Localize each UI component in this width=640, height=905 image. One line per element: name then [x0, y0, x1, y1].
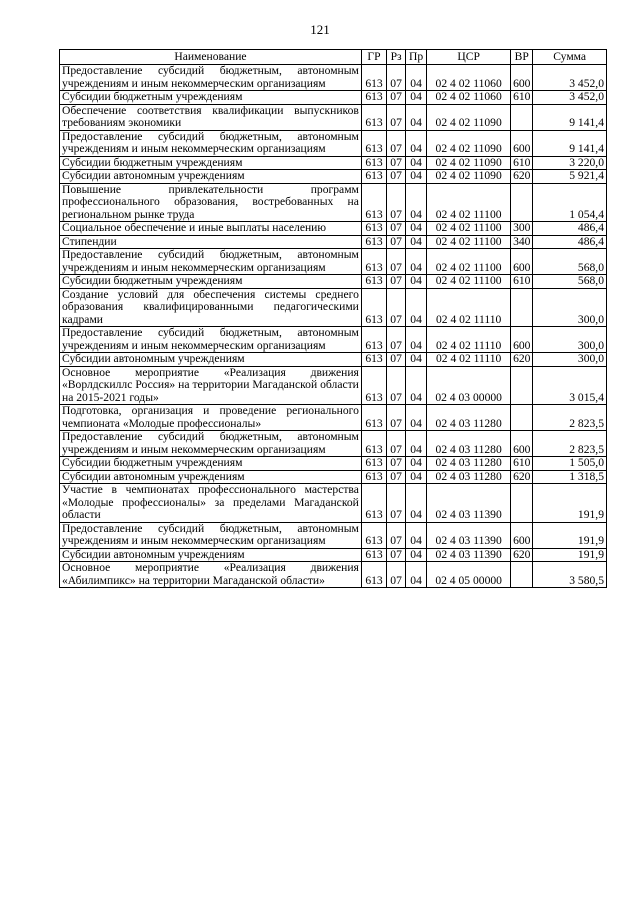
cell-sum: 486,4	[533, 235, 607, 249]
cell-rz: 07	[387, 275, 406, 289]
cell-csr: 02 4 03 11390	[427, 522, 511, 548]
cell-pr: 04	[406, 130, 427, 156]
cell-gr: 613	[361, 366, 386, 405]
cell-pr: 04	[406, 366, 427, 405]
cell-pr: 04	[406, 170, 427, 184]
cell-pr: 04	[406, 548, 427, 562]
table-row	[60, 222, 607, 236]
cell-csr: 02 4 03 11280	[427, 405, 511, 431]
cell-vr	[511, 104, 533, 130]
cell-vr: 610	[511, 91, 533, 105]
cell-name: Создание условий для обеспечения системы среднего образования квалифицированными педагогическими кадрами	[60, 288, 362, 327]
cell-pr: 04	[406, 431, 427, 457]
table-row	[60, 275, 607, 289]
cell-vr: 340	[511, 235, 533, 249]
cell-csr: 02 4 03 11390	[427, 484, 511, 523]
cell-pr: 04	[406, 104, 427, 130]
cell-gr: 613	[361, 275, 386, 289]
cell-gr: 613	[361, 470, 386, 484]
cell-vr: 620	[511, 170, 533, 184]
cell-sum: 1 505,0	[533, 457, 607, 471]
table-row	[60, 548, 607, 562]
cell-pr: 04	[406, 91, 427, 105]
cell-pr: 04	[406, 235, 427, 249]
cell-pr: 04	[406, 327, 427, 353]
header-sum: Сумма	[533, 50, 607, 65]
table-row	[60, 457, 607, 471]
cell-name: Предоставление субсидий бюджетным, автономным учреждениям и иным некоммерческим организациям	[60, 65, 362, 91]
cell-name: Участие в чемпионатах профессионального мастерства «Молодые профессионалы» за пределами Магаданской области	[60, 484, 362, 523]
table-row	[60, 249, 607, 275]
header-vr: ВР	[511, 50, 533, 65]
cell-sum: 486,4	[533, 222, 607, 236]
table-row	[60, 484, 607, 523]
cell-gr: 613	[361, 249, 386, 275]
cell-sum: 191,9	[533, 484, 607, 523]
cell-name: Предоставление субсидий бюджетным, автономным учреждениям и иным некоммерческим организациям	[60, 431, 362, 457]
cell-csr: 02 4 02 11100	[427, 249, 511, 275]
cell-sum: 191,9	[533, 548, 607, 562]
cell-pr: 04	[406, 275, 427, 289]
table-row	[60, 156, 607, 170]
cell-rz: 07	[387, 104, 406, 130]
cell-rz: 07	[387, 327, 406, 353]
table-row	[60, 431, 607, 457]
table-row	[60, 183, 607, 222]
cell-vr: 600	[511, 327, 533, 353]
cell-gr: 613	[361, 65, 386, 91]
cell-gr: 613	[361, 327, 386, 353]
cell-pr: 04	[406, 562, 427, 588]
cell-gr: 613	[361, 130, 386, 156]
cell-rz: 07	[387, 431, 406, 457]
cell-pr: 04	[406, 156, 427, 170]
cell-sum: 3 015,4	[533, 366, 607, 405]
cell-name: Основное мероприятие «Реализация движения «Ворлдскиллс Россия» на территории Магаданской области на 2015-2021 годы»	[60, 366, 362, 405]
cell-csr: 02 4 02 11100	[427, 222, 511, 236]
cell-gr: 613	[361, 183, 386, 222]
cell-gr: 613	[361, 288, 386, 327]
cell-gr: 613	[361, 457, 386, 471]
cell-name: Субсидии автономным учреждениям	[60, 470, 362, 484]
cell-rz: 07	[387, 222, 406, 236]
cell-name: Субсидии бюджетным учреждениям	[60, 156, 362, 170]
cell-pr: 04	[406, 288, 427, 327]
cell-sum: 9 141,4	[533, 104, 607, 130]
cell-csr: 02 4 05 00000	[427, 562, 511, 588]
cell-csr: 02 4 02 11090	[427, 104, 511, 130]
cell-pr: 04	[406, 457, 427, 471]
cell-pr: 04	[406, 249, 427, 275]
cell-name: Предоставление субсидий бюджетным, автономным учреждениям и иным некоммерческим организациям	[60, 327, 362, 353]
cell-rz: 07	[387, 366, 406, 405]
cell-sum: 191,9	[533, 522, 607, 548]
table-row	[60, 470, 607, 484]
cell-pr: 04	[406, 484, 427, 523]
table-row	[60, 65, 607, 91]
cell-gr: 613	[361, 222, 386, 236]
cell-pr: 04	[406, 222, 427, 236]
cell-name: Предоставление субсидий бюджетным, автономным учреждениям и иным некоммерческим организациям	[60, 249, 362, 275]
cell-rz: 07	[387, 170, 406, 184]
cell-name: Субсидии автономным учреждениям	[60, 170, 362, 184]
cell-vr	[511, 484, 533, 523]
table-row	[60, 327, 607, 353]
header-pr: Пр	[406, 50, 427, 65]
cell-pr: 04	[406, 522, 427, 548]
cell-rz: 07	[387, 65, 406, 91]
cell-csr: 02 4 03 11280	[427, 457, 511, 471]
cell-vr: 600	[511, 522, 533, 548]
cell-sum: 568,0	[533, 249, 607, 275]
cell-rz: 07	[387, 156, 406, 170]
header-rz: Рз	[387, 50, 406, 65]
cell-csr: 02 4 03 11280	[427, 431, 511, 457]
cell-name: Повышение привлекательности программ профессионального образования, востребованных на региональном рынке труда	[60, 183, 362, 222]
cell-csr: 02 4 02 11090	[427, 130, 511, 156]
cell-csr: 02 4 02 11110	[427, 288, 511, 327]
cell-name: Субсидии автономным учреждениям	[60, 548, 362, 562]
table-row	[60, 235, 607, 249]
cell-sum: 3 580,5	[533, 562, 607, 588]
cell-sum: 2 823,5	[533, 431, 607, 457]
table-row	[60, 104, 607, 130]
cell-sum: 1 054,4	[533, 183, 607, 222]
cell-csr: 02 4 02 11090	[427, 170, 511, 184]
cell-csr: 02 4 03 11280	[427, 470, 511, 484]
cell-vr	[511, 183, 533, 222]
cell-name: Стипендии	[60, 235, 362, 249]
table-row	[60, 405, 607, 431]
cell-vr: 300	[511, 222, 533, 236]
cell-rz: 07	[387, 470, 406, 484]
cell-name: Основное мероприятие «Реализация движения «Абилимпикс» на территории Магаданской области»	[60, 562, 362, 588]
cell-rz: 07	[387, 562, 406, 588]
cell-rz: 07	[387, 235, 406, 249]
table-row	[60, 288, 607, 327]
cell-rz: 07	[387, 353, 406, 367]
cell-gr: 613	[361, 104, 386, 130]
cell-name: Предоставление субсидий бюджетным, автономным учреждениям и иным некоммерческим организациям	[60, 130, 362, 156]
cell-gr: 613	[361, 431, 386, 457]
table-row	[60, 91, 607, 105]
cell-rz: 07	[387, 457, 406, 471]
table-row	[60, 353, 607, 367]
cell-csr: 02 4 02 11090	[427, 156, 511, 170]
cell-pr: 04	[406, 353, 427, 367]
cell-csr: 02 4 03 00000	[427, 366, 511, 405]
cell-csr: 02 4 03 11390	[427, 548, 511, 562]
cell-gr: 613	[361, 170, 386, 184]
cell-csr: 02 4 02 11060	[427, 91, 511, 105]
cell-vr: 610	[511, 156, 533, 170]
cell-gr: 613	[361, 548, 386, 562]
table-row	[60, 522, 607, 548]
cell-sum: 5 921,4	[533, 170, 607, 184]
cell-csr: 02 4 02 11110	[427, 327, 511, 353]
cell-gr: 613	[361, 484, 386, 523]
cell-rz: 07	[387, 484, 406, 523]
cell-sum: 3 452,0	[533, 65, 607, 91]
table-row	[60, 366, 607, 405]
cell-csr: 02 4 02 11100	[427, 183, 511, 222]
cell-sum: 300,0	[533, 353, 607, 367]
cell-vr: 600	[511, 431, 533, 457]
table-row	[60, 562, 607, 588]
cell-rz: 07	[387, 548, 406, 562]
cell-pr: 04	[406, 183, 427, 222]
table-header-row	[60, 50, 607, 65]
cell-rz: 07	[387, 183, 406, 222]
header-gr: ГР	[361, 50, 386, 65]
page-number: 121	[310, 22, 330, 37]
cell-pr: 04	[406, 405, 427, 431]
cell-csr: 02 4 02 11100	[427, 275, 511, 289]
table-row	[60, 130, 607, 156]
cell-pr: 04	[406, 470, 427, 484]
cell-pr: 04	[406, 65, 427, 91]
cell-sum: 1 318,5	[533, 470, 607, 484]
cell-vr: 610	[511, 457, 533, 471]
cell-name: Подготовка, организация и проведение регионального чемпионата «Молодые профессионалы»	[60, 405, 362, 431]
cell-vr: 620	[511, 353, 533, 367]
cell-vr: 600	[511, 65, 533, 91]
cell-csr: 02 4 02 11100	[427, 235, 511, 249]
cell-csr: 02 4 02 11110	[427, 353, 511, 367]
cell-vr	[511, 405, 533, 431]
header-csr: ЦСР	[427, 50, 511, 65]
cell-vr: 610	[511, 275, 533, 289]
budget-table	[59, 49, 607, 588]
cell-name: Субсидии бюджетным учреждениям	[60, 457, 362, 471]
cell-vr: 620	[511, 470, 533, 484]
cell-name: Субсидии бюджетным учреждениям	[60, 91, 362, 105]
cell-vr: 600	[511, 130, 533, 156]
cell-rz: 07	[387, 405, 406, 431]
cell-rz: 07	[387, 91, 406, 105]
cell-vr: 620	[511, 548, 533, 562]
header-name: Наименование	[60, 50, 362, 65]
table-body	[60, 65, 607, 588]
cell-vr	[511, 562, 533, 588]
cell-rz: 07	[387, 522, 406, 548]
table-row	[60, 170, 607, 184]
cell-name: Предоставление субсидий бюджетным, автономным учреждениям и иным некоммерческим организациям	[60, 522, 362, 548]
cell-gr: 613	[361, 235, 386, 249]
cell-sum: 3 220,0	[533, 156, 607, 170]
cell-gr: 613	[361, 522, 386, 548]
cell-name: Обеспечение соответствия квалификации выпускников требованиям экономики	[60, 104, 362, 130]
cell-sum: 2 823,5	[533, 405, 607, 431]
cell-name: Субсидии автономным учреждениям	[60, 353, 362, 367]
cell-sum: 300,0	[533, 327, 607, 353]
cell-gr: 613	[361, 562, 386, 588]
cell-name: Субсидии бюджетным учреждениям	[60, 275, 362, 289]
cell-gr: 613	[361, 156, 386, 170]
cell-name: Социальное обеспечение и иные выплаты населению	[60, 222, 362, 236]
cell-gr: 613	[361, 91, 386, 105]
cell-sum: 300,0	[533, 288, 607, 327]
cell-rz: 07	[387, 130, 406, 156]
cell-sum: 3 452,0	[533, 91, 607, 105]
cell-vr	[511, 366, 533, 405]
cell-sum: 9 141,4	[533, 130, 607, 156]
cell-csr: 02 4 02 11060	[427, 65, 511, 91]
cell-gr: 613	[361, 353, 386, 367]
cell-vr	[511, 288, 533, 327]
cell-sum: 568,0	[533, 275, 607, 289]
cell-vr: 600	[511, 249, 533, 275]
cell-gr: 613	[361, 405, 386, 431]
cell-rz: 07	[387, 249, 406, 275]
cell-rz: 07	[387, 288, 406, 327]
